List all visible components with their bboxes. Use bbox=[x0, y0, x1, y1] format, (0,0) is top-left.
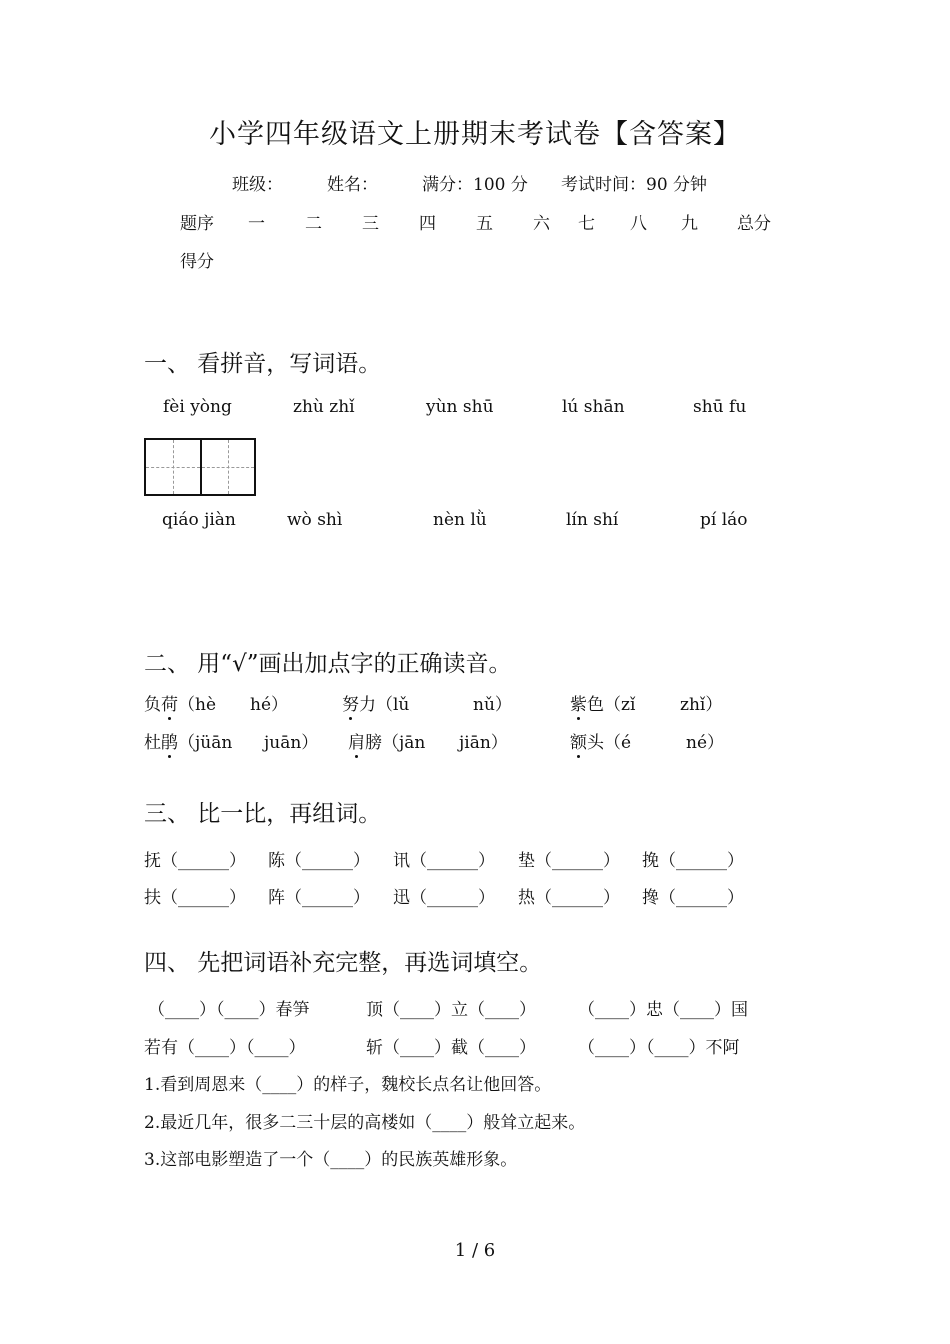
reading-item: 努力（lǔ bbox=[342, 690, 409, 715]
idiom-blank[interactable]: （____）（____）不阿 bbox=[578, 1038, 740, 1058]
fill-sentence-2[interactable]: 2.最近几年，很多二三十层的高楼如（____）般耸立起来。 bbox=[144, 1113, 586, 1133]
score-header-6: 六 bbox=[533, 214, 550, 234]
reading-option[interactable]: zhǐ） bbox=[680, 695, 723, 715]
section3-heading: 三、 比一比，再组词。 bbox=[144, 801, 382, 827]
page-title: 小学四年级语文上册期末考试卷【含答案】 bbox=[209, 119, 741, 150]
word-blank[interactable]: 垫（______） bbox=[518, 851, 620, 871]
reading-option[interactable]: nǔ） bbox=[473, 695, 512, 715]
score-header-total: 总分 bbox=[737, 214, 771, 234]
score-header-8: 八 bbox=[630, 214, 647, 234]
pinyin-1: fèi yòng bbox=[163, 397, 232, 417]
word-blank[interactable]: 抚（______） bbox=[144, 851, 246, 871]
pinyin-8: nèn lǜ bbox=[433, 510, 487, 530]
word-blank[interactable]: 陈（______） bbox=[268, 851, 370, 871]
reading-item: 额头（é bbox=[570, 728, 631, 753]
section1-heading: 一、 看拼音，写词语。 bbox=[144, 351, 382, 377]
class-label: 班级： bbox=[232, 175, 283, 195]
pinyin-7: wò shì bbox=[287, 510, 343, 530]
page-number: 1 / 6 bbox=[454, 1240, 496, 1261]
score-header-9: 九 bbox=[681, 214, 698, 234]
score-header-7: 七 bbox=[578, 214, 595, 234]
writing-grid[interactable] bbox=[144, 438, 256, 496]
word-blank[interactable]: 热（______） bbox=[518, 888, 620, 908]
reading-item: 紫色（zǐ bbox=[570, 690, 635, 715]
writing-cell[interactable] bbox=[200, 440, 254, 494]
pinyin-3: yùn shū bbox=[426, 397, 494, 417]
word-blank[interactable]: 扶（______） bbox=[144, 888, 246, 908]
score-header-0: 题序 bbox=[180, 214, 214, 234]
reading-option[interactable]: juān） bbox=[264, 733, 319, 753]
score-header-3: 三 bbox=[362, 214, 379, 234]
idiom-blank[interactable]: （____）忠（____）国 bbox=[578, 1000, 748, 1020]
word-blank[interactable]: 阵（______） bbox=[268, 888, 370, 908]
word-blank[interactable]: 迅（______） bbox=[393, 888, 495, 908]
score-header-1: 一 bbox=[248, 214, 265, 234]
reading-item: 肩膀（jān bbox=[348, 728, 425, 753]
pinyin-6: qiáo jiàn bbox=[162, 510, 236, 530]
pinyin-10: pí láo bbox=[700, 510, 748, 530]
pinyin-9: lín shí bbox=[566, 510, 619, 530]
reading-option[interactable]: né） bbox=[686, 733, 725, 753]
idiom-blank[interactable]: （____）（____）春笋 bbox=[148, 1000, 310, 1020]
reading-option[interactable]: jiān） bbox=[459, 733, 508, 753]
exam-time-label: 考试时间：90 分钟 bbox=[561, 175, 708, 195]
score-header-4: 四 bbox=[419, 214, 436, 234]
fill-sentence-1[interactable]: 1.看到周恩来（____）的样子，魏校长点名让他回答。 bbox=[144, 1075, 552, 1095]
score-header-5: 五 bbox=[476, 214, 493, 234]
reading-option[interactable]: hé） bbox=[250, 695, 289, 715]
full-score-label: 满分：100 分 bbox=[422, 175, 528, 195]
reading-item: 杜鹃（jüān bbox=[144, 728, 232, 753]
reading-item: 负荷（hè bbox=[144, 690, 216, 715]
word-blank[interactable]: 搀（______） bbox=[642, 888, 744, 908]
name-label: 姓名： bbox=[327, 175, 378, 195]
score-row-label: 得分 bbox=[180, 252, 214, 272]
idiom-blank[interactable]: 若有（____）（____） bbox=[144, 1038, 306, 1058]
word-blank[interactable]: 讯（______） bbox=[393, 851, 495, 871]
section2-heading: 二、 用“√”画出加点字的正确读音。 bbox=[144, 651, 512, 677]
pinyin-4: lú shān bbox=[562, 397, 625, 417]
word-blank[interactable]: 挽（______） bbox=[642, 851, 744, 871]
idiom-blank[interactable]: 顶（____）立（____） bbox=[366, 1000, 536, 1020]
idiom-blank[interactable]: 斩（____）截（____） bbox=[366, 1038, 536, 1058]
section4-heading: 四、 先把词语补充完整，再选词填空。 bbox=[144, 950, 543, 976]
fill-sentence-3[interactable]: 3.这部电影塑造了一个（____）的民族英雄形象。 bbox=[144, 1150, 518, 1170]
pinyin-2: zhù zhǐ bbox=[293, 397, 355, 417]
writing-cell[interactable] bbox=[146, 440, 200, 494]
pinyin-5: shū fu bbox=[693, 397, 747, 417]
score-header-2: 二 bbox=[305, 214, 322, 234]
